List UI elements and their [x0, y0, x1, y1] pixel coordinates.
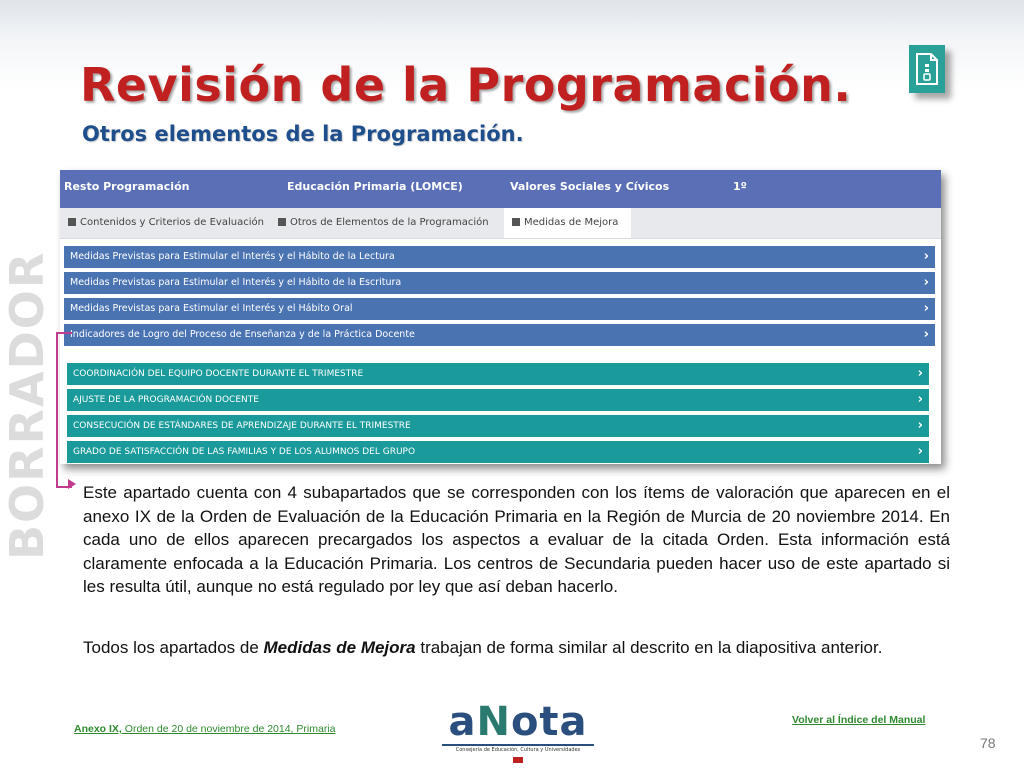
slide-subtitle: Otros elementos de la Programación. — [82, 122, 524, 146]
row-label: CONSECUCIÓN DE ESTÁNDARES DE APRENDIZAJE DURANTE EL TRIMESTRE — [73, 421, 411, 431]
annex-link[interactable] — [74, 723, 335, 735]
slide-title: Revisión de la Programación. — [80, 58, 852, 112]
summary-emphasis: Medidas de Mejora — [263, 638, 416, 657]
anota-logo — [440, 700, 596, 766]
annex-text: Orden de 20 de noviembre de 2014, Primaria — [121, 723, 336, 735]
logo-letters-rest: ota — [510, 699, 588, 745]
summary-text-start: Todos los apartados de — [83, 638, 264, 657]
summary-paragraph — [83, 636, 950, 660]
book-icon — [68, 218, 76, 226]
header-course: 1º — [733, 180, 747, 193]
description-paragraph: Este apartado cuenta con 4 subapartados que se corresponden con los ítems de valoración que aparecen en el anexo IX de la Orden de Evaluación de la Educación Primaria en la Región de Murcia de 20 noviembre 2014. En cada uno de ellos aparecen precargados los aspectos a evaluar de la citada Orden. Esta información está claramente enfocada a la Educación Primaria. Los centros de Secundaria pueden hacer uso de este apartado si les resulta útil, aunque no está regulado por ley que así deban hacerlo. — [83, 483, 950, 596]
chevron-right-icon: › — [923, 275, 929, 290]
chevron-right-icon: › — [917, 444, 923, 459]
tab-medidas-mejora[interactable] — [504, 208, 631, 238]
measure-row-indicadores[interactable] — [64, 324, 935, 346]
tab-contenidos[interactable] — [60, 208, 267, 238]
tab-label: Contenidos y Criterios de Evaluación — [80, 217, 264, 228]
chevron-right-icon: › — [917, 366, 923, 381]
tab-otros-elementos[interactable] — [270, 208, 500, 238]
region-emblem-icon — [513, 757, 523, 763]
chevron-right-icon: › — [917, 418, 923, 433]
logo-caption: Consejería de Educación, Cultura y Universidades — [455, 747, 581, 753]
chevron-right-icon: › — [923, 327, 929, 342]
file-icon — [915, 52, 939, 86]
tab-label: Otros de Elementos de la Programación — [290, 217, 489, 228]
header-stage: Educación Primaria (LOMCE) — [287, 180, 463, 193]
row-label: Indicadores de Logro del Proceso de Enseñanza y de la Práctica Docente — [70, 329, 415, 340]
book-icon — [278, 218, 286, 226]
measure-row-escritura[interactable] — [64, 272, 935, 294]
row-label: AJUSTE DE LA PROGRAMACIÓN DOCENTE — [73, 395, 259, 405]
chevron-right-icon: › — [917, 392, 923, 407]
chevron-right-icon: › — [923, 249, 929, 264]
chevron-right-icon: › — [923, 301, 929, 316]
indicator-row-coordinacion[interactable] — [67, 363, 929, 385]
book-icon — [512, 218, 520, 226]
page-number: 78 — [980, 735, 996, 751]
header-section: Resto Programación — [64, 180, 190, 193]
summary-text-end: trabajan de forma similar al descrito en la diapositiva anterior. — [415, 638, 883, 657]
indicator-row-ajuste[interactable] — [67, 389, 929, 411]
header-subject: Valores Sociales y Cívicos — [510, 180, 670, 193]
callout-bracket — [56, 332, 72, 488]
row-label: COORDINACIÓN DEL EQUIPO DOCENTE DURANTE EL TRIMESTRE — [73, 369, 364, 379]
row-label: GRADO DE SATISFACCIÓN DE LAS FAMILIAS Y DE LOS ALUMNOS DEL GRUPO — [73, 447, 416, 457]
app-screenshot — [60, 170, 941, 464]
row-label: Medidas Previstas para Estimular el Interés y el Hábito de la Escritura — [70, 277, 402, 288]
indicator-row-satisfaccion[interactable] — [67, 441, 929, 463]
row-label: Medidas Previstas para Estimular el Interés y el Hábito de la Lectura — [70, 251, 395, 262]
indicator-row-consecucion[interactable] — [67, 415, 929, 437]
row-label: Medidas Previstas para Estimular el Interés y el Hábito Oral — [70, 303, 353, 314]
app-header — [60, 170, 941, 208]
measure-row-oral[interactable] — [64, 298, 935, 320]
callout-arrow-icon — [68, 479, 76, 489]
back-to-index-link[interactable]: Volver al Índice del Manual — [792, 714, 926, 726]
tab-label: Medidas de Mejora — [524, 217, 619, 228]
logo-letter-n: N — [476, 699, 511, 745]
document-icon[interactable] — [909, 45, 945, 93]
logo-letter-a: a — [448, 699, 477, 745]
tab-bar — [60, 208, 941, 239]
measure-row-lectura[interactable] — [64, 246, 935, 268]
draft-watermark: BORRADOR — [0, 250, 54, 560]
annex-label: Anexo IX, — [74, 723, 122, 735]
